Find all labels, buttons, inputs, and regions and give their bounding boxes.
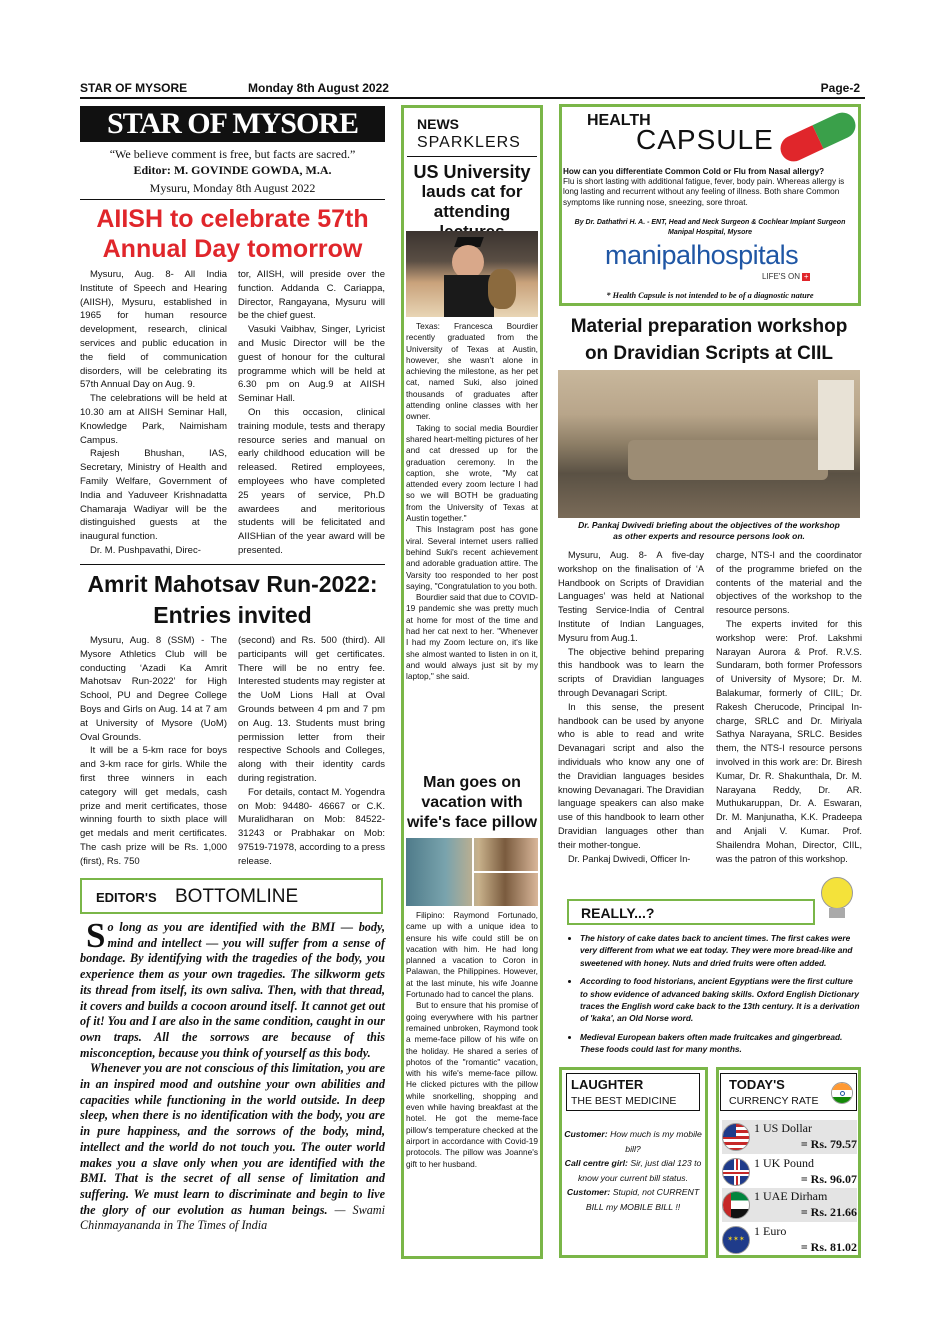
really-item: • Medieval European bakers often made fruitcakes and gingerbread. These foods could last for many months.: [580, 1031, 860, 1056]
conference-table-shape: [628, 440, 828, 480]
pillow-headline-line2: vacation with: [421, 794, 523, 811]
capsule-label: CAPSULE: [636, 124, 774, 155]
pillow-story-headline: [405, 773, 539, 833]
paragraph: Bourdier said that due to COVID-19 pandemic she was pretty much at home for most of the time and had her cat next to her. "Whenever I had my Zoom lecture on, it's like she almost wanted to listen in on it, and would always just sit by my laptop," she said.: [406, 592, 538, 682]
cat-headline-line3: attending: [433, 202, 511, 221]
bottomline-paragraph-2: Whenever you are not conscious of this limitation, you are in an inspired mood and outshine your own abilities and capacities while functioning in the world outside. In deep sleep, when there is no identification with the body, you are in pure happiness, and the sorrows of the body, mind, intellect and the world do not touch you. The outer world makes you a slave only when you are identified with the BMI. That is the secret of all sense of limitation and suffering. We must learn to discriminate and begin to live the glory of our evolution as human beings.: [80, 1061, 385, 1217]
paragraph: tor, AIISH, will preside over the function. Addanda C. Cariappa, Director, Rangayana, Mysuru will be the chief guest.: [238, 269, 385, 322]
masthead-motto: “We believe comment is free, but facts are sacred.”: [109, 147, 356, 161]
laughter-joke: [562, 1127, 704, 1215]
paragraph: In this sense, the present handbook can be used by anyone who is able to read and write Devanagari script and also the individuals who know any one of the Dravidian languages besides knowing Devanagari. The Dravidian language speakers can also make use of this handbook to learn other Dravidian languages other than their mother-tongue.: [558, 701, 704, 850]
currency-label-box: [720, 1073, 857, 1111]
todays-label: TODAY'S: [729, 1077, 785, 1092]
bottomline-label-bottomline: BOTTOMLINE: [175, 886, 299, 907]
paragraph: For details, contact M. Yogendra on Mob: 94480- 46667 or C.K. Muralidharan on Mob: 84522-31243 or Prabhakar on Mob: 97519-71978, according to a press release.: [238, 786, 385, 867]
currency-value: = Rs. 21.66: [800, 1205, 857, 1219]
currency-name: 1 UK Pound: [754, 1156, 815, 1170]
cat-headline-line2: lauds cat for: [421, 182, 523, 201]
bottomline-attribution: — Swami Chinmayananda in The Times of India: [80, 1202, 385, 1233]
cat-headline-line1: US University: [413, 162, 531, 182]
paragraph: On this occasion, clinical training module, tests and therapy resource series and manual on early childhood education will be released. Retired employees, employees who have completed 25 years of service, Ph.D awardees and meritorious students will be felicitated and AIISHian of the year award will be presented.: [238, 406, 385, 556]
india-flag-icon: [831, 1082, 853, 1104]
workshop-headline: [556, 313, 862, 367]
amrit-column-2: [238, 634, 385, 869]
really-item: • The history of cake dates back to ancient times. The first cakes were very different from what we eat today. They were more bread-like and sweetened with honey. Nuts and dried fruits were often added.: [580, 932, 860, 969]
amrit-headline: [80, 569, 385, 631]
amrit-headline-line2: Entries invited: [153, 602, 312, 628]
paragraph: Mysuru, Aug. 8- A five-day workshop on the finalisation of ‘A Handbook on Scripts of Dravidian Languages’ was held at National Testing Service-India of Central Institute of Indian Languages, Mysuru from Aug.1.: [558, 550, 704, 643]
joke-line-1: [562, 1127, 704, 1156]
logo-tagline: LIFE'S ON: [762, 272, 800, 281]
us-flag-icon: [722, 1123, 750, 1151]
speech: Sir, just dial 123 to know your current bill status.: [577, 1158, 702, 1183]
masthead-editor: Editor: M. GOVINDE GOWDA, M.A.: [133, 163, 332, 177]
joke-line-2: [562, 1156, 704, 1185]
caption-line2: as other experts and resource persons look on.: [613, 531, 805, 542]
paragraph: Dr. Pankaj Dwivedi, Officer In-: [568, 853, 691, 864]
best-medicine-label: THE BEST MEDICINE: [571, 1095, 677, 1107]
really-label: REALLY...?: [581, 905, 655, 921]
divider: [80, 564, 385, 565]
paragraph: But to ensure that his promise of going everywhere with his partner remained unbroken, Raymond took a meme-face pillow of his wife on the holiday. He shared a series of photos of the "romantic" vacation, with his wife's meme-face pillow. He clicked pictures with the pillow while snorkelling, shopping and even while having breakfast at the hotel. He got the meme-face pillow's temperature checked at the airport in accordance with Covid-19 protocols. The pillow was Joanne's gift to her husband.: [406, 1000, 538, 1169]
window-shape: [818, 380, 854, 470]
bottomline-paragraph-1: o long as you are identified with the BMI — body, mind and intellect — you will suffer from a sense of bondage. By identifying with the tragedies of the body, you experience them as your own tragedies. The silkworm gets its thread from itself, its own saliva. Then, with that thread, it covers and builds a cocoon around itself. It cannot get out of it! You and I are also in the same condition, caught in our own traps. All the sorrows are because of this misconception, because you think of yourself as this body.: [80, 920, 385, 1060]
header-page-number: Page-2: [820, 81, 860, 95]
speaker: Customer:: [564, 1129, 608, 1139]
workshop-column-1: [558, 549, 704, 866]
gown-shape: [444, 275, 494, 317]
divider: [407, 156, 537, 157]
manipal-tagline: [762, 272, 810, 281]
uae-flag-icon: [722, 1191, 750, 1219]
red-cross-icon: +: [803, 272, 809, 281]
paragraph: The celebrations will be held at 10.30 am at AIISH Seminar Hall, Knowledge Park, Naimisham Campus.: [80, 393, 227, 446]
aiish-headline-line2: Annual Day tomorrow: [102, 235, 363, 263]
aiish-headline-line1: AIISH to celebrate 57th: [96, 205, 369, 233]
paragraph: Dr. M. Pushpavathi, Direc-: [90, 544, 201, 556]
photo-divider: [472, 871, 538, 873]
rate-row-usd: [722, 1120, 857, 1154]
bottomline-label-editors: EDITOR'S: [96, 890, 157, 905]
speaker: Call centre girl:: [564, 1158, 628, 1169]
rate-row-gbp: [722, 1155, 857, 1189]
sparklers-label-sparklers: SPARKLERS: [417, 134, 521, 151]
page-header: [80, 79, 865, 99]
currency-value: = Rs. 79.57: [800, 1137, 857, 1151]
health-content: [563, 167, 855, 208]
bottomline-text: [80, 916, 385, 1234]
bulb-glass: [821, 877, 853, 909]
workshop-column-2: [716, 549, 862, 866]
paragraph: Mysuru, Aug. 8- All India Institute of Speech and Hearing (AIISH), Mysuru, established in 1965 for human resource development, research, clinical services and public education in the field of communication disorders, will be celebrating its 57th Annual Day on Aug. 9.: [80, 269, 227, 391]
pillow-story-text: [406, 910, 538, 1170]
joke-line-3: [562, 1185, 704, 1214]
face-shape: [452, 245, 484, 279]
amrit-column-1: [80, 634, 227, 869]
sparklers-label-news: NEWS: [417, 116, 459, 132]
aiish-column-2: [238, 268, 385, 558]
currency-name: 1 Euro: [754, 1224, 787, 1238]
lightbulb-icon: [817, 875, 857, 923]
pillow-headline-line1: Man goes on: [423, 774, 521, 791]
paragraph: Filipino: Raymond Fortunado, came up with a unique idea to ensure his wife could still be on vacation with him. He had long planned a vacation to Coron in Palawan, the Philippines. However, at the last minute, his wife Joanne Fortunado had to cancel the plans.: [406, 910, 538, 1000]
paragraph: The experts invited for this workshop were: Prof. Lakshmi Narayan Aurora & Prof. R.V.S. Sundaram, both former Professors of University of Mysore; Dr. M. Balakumar, formerly of CIIL; Dr. Rakesh Cherucode, Principal In-charge, SRLC and Dr. Miriyala Sathya Narayana, SRLC. Besides them, the NTS-I resource persons involved in this work are: Dr. Biresh Kumar, Dr. R. Shakunthala, Dr. M. Narayana Reddy, Dr. AR. Muthukaruppan, Dr. A. Eswaran, Dr. M. Manjunatha, K.K. Pradeepa and Anjali V. Kumar. Prof. Shailendra Mohan, Director, CIIL, was the patron of this workshop.: [716, 618, 862, 864]
paragraph: Vasuki Vaibhav, Singer, Lyricist and Music Director will be the guest of honour for the cultural programme which will be held at 6.30 pm on Aug.9 at AIISH Seminar Hall.: [238, 324, 385, 405]
laughter-label-box: [566, 1073, 700, 1111]
workshop-caption: [558, 520, 860, 543]
divider: [80, 199, 385, 200]
bottomline-paragraph-2-block: [80, 1061, 385, 1234]
speech: How much is my mobile bill?: [607, 1129, 702, 1154]
paragraph: (second) and Rs. 500 (third). All participants will get certificates. There will be no entry fee. Interested students may register at the UoM Lions Hall at Oval Grounds between 4 pm and 7 pm on Aug. 13. Students must bring permission letter from their respective Schools and Colleges, along with their identity cards during registration.: [238, 635, 385, 784]
header-date: Monday 8th August 2022: [248, 81, 389, 95]
rate-row-eur: [722, 1223, 857, 1257]
paragraph: This Instagram post has gone viral. Several internet users rallied behind Suki's recent achievement and adorable graduation attire. The Varsity too responded to her post saying, "Congratulation to you both.: [406, 524, 538, 591]
currency-rate-label: CURRENCY RATE: [729, 1095, 819, 1107]
masthead-dateline: Mysuru, Monday 8th August 2022: [149, 181, 316, 195]
health-disclaimer: * Health Capsule is not intended to be of a diagnostic nature: [606, 291, 814, 300]
health-label: HEALTH: [587, 112, 651, 129]
workshop-headline-line2: on Dravidian Scripts at CIIL: [584, 343, 834, 364]
bottomline-label-box: [80, 878, 383, 914]
paragraph: Texas: Francesca Bourdier recently graduated from the University of Texas at Austin, however, she wasn’t alone in achieving the milestone, as her pet cat, named Suki, also joined thousands of graduates after attending online classes with her owner.: [406, 321, 538, 422]
currency-value: = Rs. 81.02: [800, 1240, 857, 1254]
pillow-vacation-photos: [406, 838, 538, 906]
aiish-column-1: [80, 268, 227, 558]
health-byline: [563, 218, 857, 237]
amrit-headline-line1: Amrit Mahotsav Run-2022:: [87, 571, 378, 597]
eu-flag-icon: ✶✶✶: [722, 1226, 750, 1254]
uk-flag-icon: [722, 1158, 750, 1186]
bulb-base: [829, 908, 845, 918]
cat-graduation-photo: [406, 231, 538, 317]
drop-cap: S: [86, 916, 106, 955]
paragraph: Rajesh Bhushan, IAS, Secretary, Ministry of Health and Family Welfare, Government of India and Yaduveer Krishnadatta Chamaraja Wadiyar will be the distinguished guests at the inaugural function.: [80, 448, 227, 543]
header-paper-name: STAR OF MYSORE: [80, 81, 188, 95]
logo-text-hospitals: hospitals: [696, 240, 799, 270]
currency-name: 1 UAE Dirham: [754, 1189, 828, 1203]
speaker: Customer:: [566, 1187, 611, 1198]
currency-value: = Rs. 96.07: [800, 1172, 857, 1186]
paragraph: The objective behind preparing this handbook was to learn the scripts of Dravidian languages through Devanagari Script.: [558, 646, 704, 698]
cat-story-headline: [405, 162, 539, 242]
laughter-label: LAUGHTER: [571, 1077, 644, 1092]
paragraph: charge, NTS-I and the coordinator of the programme briefed on the contents of the material and the objectives of the workshop to the resource persons.: [716, 550, 862, 616]
workshop-headline-line1: Material preparation workshop: [570, 316, 848, 337]
workshop-photo: [558, 370, 860, 518]
health-answer: Flu is short lasting with additional fatigue, fever, body pain. Whereas allergy is long lasting and recurrent without any feeling of illness. Both share Common symptoms like running nose, sneezing, sore throat.: [563, 177, 845, 207]
health-byline-hospital: Manipal Hospital, Mysore: [667, 228, 753, 236]
really-label-box: [567, 899, 815, 925]
speech: Stupid, not CURRENT BILL my MOBILE BILL !!: [585, 1187, 700, 1212]
really-item: • According to food historians, ancient Egyptians were the first culture to show evidence of advanced baking skills. Oxford English Dictionary traces the English word cake back to the 13th century. It is a derivation of 'kaka', an Old Norse word.: [580, 975, 860, 1025]
caption-line1: Dr. Pankaj Dwivedi briefing about the objectives of the workshop: [578, 520, 840, 530]
paragraph: Taking to social media Bourdier shared heart-melting pictures of her and cat dressed up for the graduation ceremony. In the caption, she wrote, "My cat attended every zoom lecture I had so we will BOTH be graduating from the University of Texas at Austin together.": [406, 422, 538, 524]
paragraph: It will be a 5-km race for boys and 3-km race for girls. While the first three winners in each category will get medals, cash prize and merit certificates, those winning fourth to sixth place will get medals and merit certificates. The cash prize will be Rs. 1,000 (first), Rs. 750: [80, 745, 227, 867]
masthead-title: STAR OF MYSORE: [80, 106, 385, 142]
health-question: How can you differentiate Common Cold or Flu from Nasal allergy?: [563, 167, 825, 176]
manipal-logo: [605, 240, 798, 271]
health-byline-doctor: By Dr. Dathathri H. A. - ENT, Head and Neck Surgeon & Cochlear Implant Surgeon: [574, 219, 846, 226]
cat-story-text: [406, 321, 538, 683]
currency-name: 1 US Dollar: [754, 1121, 812, 1135]
cat-shape: [488, 269, 516, 309]
pillow-headline-line3: wife's face pillow: [406, 814, 538, 831]
logo-text-manipal: manipal: [605, 240, 697, 270]
aiish-headline: [80, 204, 385, 264]
really-list: [570, 932, 860, 1062]
rate-row-aed: [722, 1188, 857, 1222]
paragraph: Mysuru, Aug. 8 (SSM) - The Mysore Athletics Club will be conducting ‘Azadi Ka Amrit Mahotsav Run-2022’ for High School, PU and Degree College Boys and Girls on Aug. 14 at 7 am at University of Mysore (UoM) Oval Grounds.: [80, 635, 227, 743]
